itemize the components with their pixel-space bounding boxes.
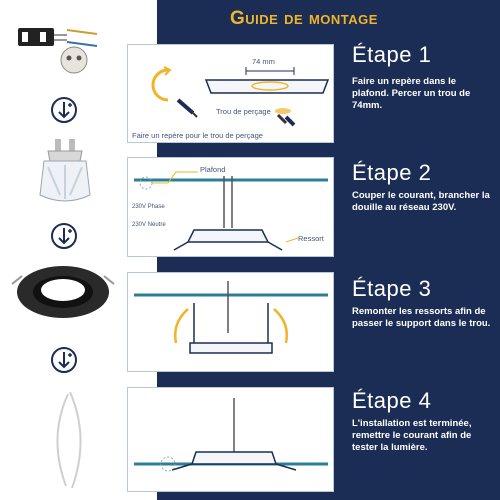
- step4-text: L'installation est terminée, remettre le courant afin de tester la lumière.: [352, 418, 472, 453]
- step3-text: Remonter les ressorts afin de passer le support dans le trou.: [352, 306, 491, 329]
- step4-diagram: [127, 387, 334, 492]
- clip-ring-icon: [40, 388, 90, 493]
- step1-diagram: [127, 44, 334, 143]
- step2-ceiling-label: Plafond: [200, 165, 226, 174]
- step1-diameter-label: 74 mm: [252, 57, 275, 66]
- step1-title: Étape 1: [352, 42, 432, 67]
- spot-ring-icon: [8, 262, 118, 322]
- step2-spring-label: Ressort: [298, 234, 324, 243]
- step2-title: Étape 2: [352, 160, 432, 185]
- step1-hole-label: Trou de perçage: [216, 107, 271, 116]
- bulb-icon: [30, 135, 100, 210]
- step1-mark-label: Faire un repère pour le trou de perçage: [132, 131, 263, 140]
- step4-title: Étape 4: [352, 388, 432, 413]
- step2-text: Couper le courant, brancher la douille au réseau 230V.: [352, 190, 490, 213]
- step3-title: Étape 3: [352, 276, 432, 301]
- step2-phase-label: 230V Phase: [132, 204, 165, 210]
- step2-neutral-label: 230V Neutre: [132, 222, 166, 228]
- socket-icon: [12, 20, 102, 80]
- step1-text: Faire un repère dans le plafond. Percer un trou de 74mm.: [352, 76, 471, 111]
- arrow-circle-icon: [50, 222, 78, 250]
- step2-diagram: [127, 157, 334, 257]
- page-title: Guide de montage: [230, 8, 378, 29]
- arrow-circle-icon: [50, 96, 78, 124]
- step3-diagram: [127, 272, 334, 372]
- arrow-circle-icon: [50, 346, 78, 374]
